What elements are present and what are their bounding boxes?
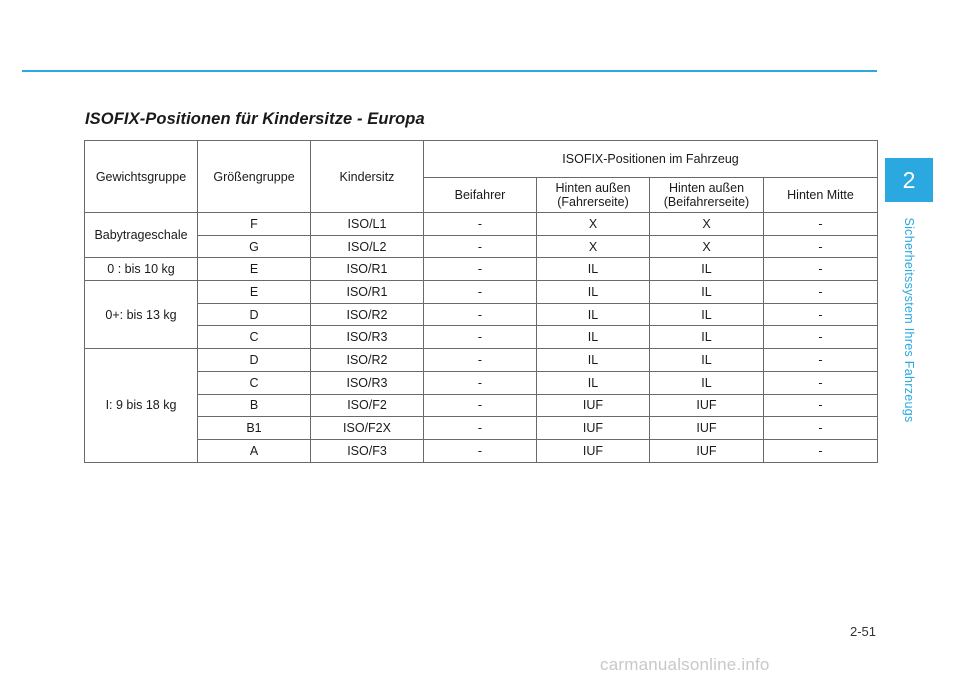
cell-beifahrer: - bbox=[424, 371, 537, 394]
cell-beifahrer: - bbox=[424, 439, 537, 462]
cell-hinten-aussen-fahrerseite: IUF bbox=[537, 394, 650, 417]
header-hinten-mitte: Hinten Mitte bbox=[764, 178, 878, 213]
cell-groessengruppe: G bbox=[198, 235, 311, 258]
header-hinten-aussen-fahrerseite: Hinten außen (Fahrerseite) bbox=[537, 178, 650, 213]
cell-hinten-mitte: - bbox=[764, 326, 878, 349]
cell-beifahrer: - bbox=[424, 349, 537, 372]
cell-groessengruppe: A bbox=[198, 439, 311, 462]
cell-hinten-aussen-beifahrerseite: IUF bbox=[650, 417, 764, 440]
cell-groessengruppe: F bbox=[198, 213, 311, 236]
table-row bbox=[85, 258, 878, 281]
cell-kindersitz: ISO/L1 bbox=[311, 213, 424, 236]
cell-hinten-aussen-fahrerseite: IL bbox=[537, 349, 650, 372]
cell-groessengruppe: D bbox=[198, 349, 311, 372]
cell-hinten-aussen-beifahrerseite: IUF bbox=[650, 394, 764, 417]
header-beifahrer: Beifahrer bbox=[424, 178, 537, 213]
cell-hinten-aussen-beifahrerseite: IL bbox=[650, 349, 764, 372]
cell-kindersitz: ISO/R3 bbox=[311, 371, 424, 394]
cell-hinten-aussen-beifahrerseite: IL bbox=[650, 303, 764, 326]
table-row bbox=[85, 439, 878, 462]
chapter-title: Sicherheitssystem Ihres Fahrzeugs bbox=[902, 217, 916, 423]
cell-hinten-aussen-fahrerseite: IUF bbox=[537, 439, 650, 462]
table-row bbox=[85, 281, 878, 304]
header-hinten-aussen-beifahrerseite: Hinten außen (Beifahrerseite) bbox=[650, 178, 764, 213]
header-gewichtsgruppe: Gewichtsgruppe bbox=[85, 141, 198, 213]
cell-hinten-aussen-beifahrerseite: X bbox=[650, 213, 764, 236]
cell-beifahrer: - bbox=[424, 213, 537, 236]
cell-beifahrer: - bbox=[424, 235, 537, 258]
table-row bbox=[85, 371, 878, 394]
cell-groessengruppe: B1 bbox=[198, 417, 311, 440]
cell-hinten-aussen-beifahrerseite: IL bbox=[650, 258, 764, 281]
cell-gewichtsgruppe: I: 9 bis 18 kg bbox=[85, 349, 198, 462]
table-row bbox=[85, 349, 878, 372]
cell-kindersitz: ISO/R3 bbox=[311, 326, 424, 349]
chapter-tab bbox=[885, 158, 933, 202]
cell-hinten-aussen-beifahrerseite: IL bbox=[650, 326, 764, 349]
cell-groessengruppe: B bbox=[198, 394, 311, 417]
cell-hinten-mitte: - bbox=[764, 417, 878, 440]
cell-kindersitz: ISO/R1 bbox=[311, 258, 424, 281]
cell-hinten-aussen-beifahrerseite: IUF bbox=[650, 439, 764, 462]
isofix-table bbox=[84, 140, 878, 463]
header-rule bbox=[22, 70, 877, 72]
page-number: 2-51 bbox=[849, 624, 876, 639]
cell-groessengruppe: D bbox=[198, 303, 311, 326]
chapter-number: 2 bbox=[902, 166, 916, 193]
cell-hinten-aussen-beifahrerseite: IL bbox=[650, 371, 764, 394]
table-row bbox=[85, 213, 878, 236]
cell-hinten-mitte: - bbox=[764, 258, 878, 281]
cell-beifahrer: - bbox=[424, 303, 537, 326]
cell-gewichtsgruppe: 0+: bis 13 kg bbox=[85, 281, 198, 349]
cell-hinten-mitte: - bbox=[764, 371, 878, 394]
cell-kindersitz: ISO/R1 bbox=[311, 281, 424, 304]
table-row bbox=[85, 235, 878, 258]
cell-hinten-mitte: - bbox=[764, 281, 878, 304]
cell-hinten-aussen-fahrerseite: IL bbox=[537, 258, 650, 281]
cell-hinten-mitte: - bbox=[764, 213, 878, 236]
cell-kindersitz: ISO/L2 bbox=[311, 235, 424, 258]
cell-hinten-aussen-fahrerseite: IL bbox=[537, 281, 650, 304]
table-row bbox=[85, 326, 878, 349]
cell-kindersitz: ISO/F3 bbox=[311, 439, 424, 462]
cell-gewichtsgruppe: 0 : bis 10 kg bbox=[85, 258, 198, 281]
table-row bbox=[85, 394, 878, 417]
cell-kindersitz: ISO/F2 bbox=[311, 394, 424, 417]
table-row bbox=[85, 303, 878, 326]
header-kindersitz: Kindersitz bbox=[311, 141, 424, 213]
cell-gewichtsgruppe: Babytrageschale bbox=[85, 213, 198, 258]
cell-beifahrer: - bbox=[424, 417, 537, 440]
header-isofix-positions: ISOFIX-Positionen im Fahrzeug bbox=[424, 141, 878, 178]
cell-hinten-aussen-fahrerseite: IL bbox=[537, 371, 650, 394]
cell-hinten-aussen-fahrerseite: X bbox=[537, 213, 650, 236]
cell-kindersitz: ISO/R2 bbox=[311, 349, 424, 372]
cell-beifahrer: - bbox=[424, 326, 537, 349]
cell-hinten-mitte: - bbox=[764, 394, 878, 417]
cell-groessengruppe: E bbox=[198, 258, 311, 281]
cell-hinten-aussen-fahrerseite: IUF bbox=[537, 417, 650, 440]
table-body bbox=[85, 213, 878, 463]
cell-hinten-aussen-fahrerseite: X bbox=[537, 235, 650, 258]
watermark: carmanualsonline.info bbox=[600, 655, 770, 674]
cell-kindersitz: ISO/R2 bbox=[311, 303, 424, 326]
cell-kindersitz: ISO/F2X bbox=[311, 417, 424, 440]
cell-hinten-aussen-beifahrerseite: IL bbox=[650, 281, 764, 304]
cell-hinten-mitte: - bbox=[764, 349, 878, 372]
cell-hinten-mitte: - bbox=[764, 235, 878, 258]
cell-hinten-aussen-fahrerseite: IL bbox=[537, 303, 650, 326]
cell-groessengruppe: C bbox=[198, 326, 311, 349]
cell-hinten-mitte: - bbox=[764, 439, 878, 462]
cell-beifahrer: - bbox=[424, 258, 537, 281]
cell-hinten-mitte: - bbox=[764, 303, 878, 326]
cell-hinten-aussen-fahrerseite: IL bbox=[537, 326, 650, 349]
cell-beifahrer: - bbox=[424, 281, 537, 304]
cell-groessengruppe: E bbox=[198, 281, 311, 304]
header-groessengruppe: Größengruppe bbox=[198, 141, 311, 213]
section-title: ISOFIX-Positionen für Kindersitze - Europa bbox=[85, 110, 425, 128]
cell-beifahrer: - bbox=[424, 394, 537, 417]
cell-hinten-aussen-beifahrerseite: X bbox=[650, 235, 764, 258]
table-row bbox=[85, 417, 878, 440]
cell-groessengruppe: C bbox=[198, 371, 311, 394]
